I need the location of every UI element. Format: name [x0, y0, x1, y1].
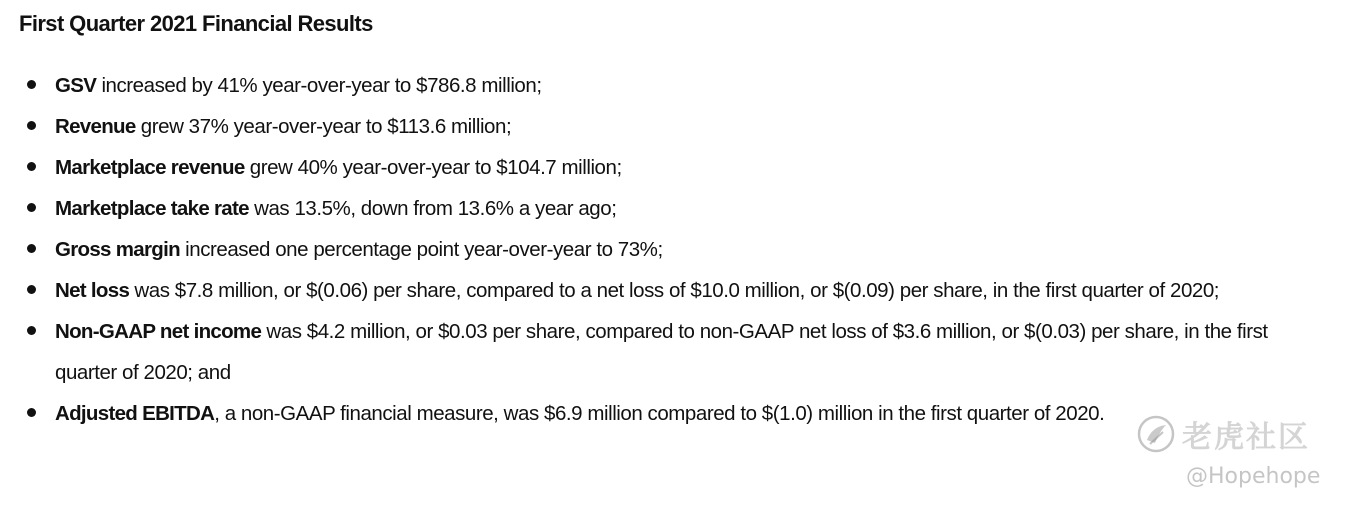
list-item-non-gaap-net-income [0, 311, 1320, 393]
item-text: was $4.2 million, or $0.03 per share, compared to non-GAAP net loss of $3.6 million, or $(0.03) per share, in the first quarter of 2020; and [55, 320, 1268, 384]
results-list [0, 65, 1320, 434]
bullet-icon [27, 121, 36, 130]
item-term: Gross margin [55, 238, 180, 261]
page-title: First Quarter 2021 Financial Results [19, 11, 373, 36]
bullet-icon [27, 162, 36, 171]
bullet-icon [27, 80, 36, 89]
list-item-gross-margin [0, 229, 1320, 270]
list-item-adjusted-ebitda [0, 393, 1320, 434]
item-term: Revenue [55, 115, 136, 138]
bullet-icon [27, 244, 36, 253]
item-text: increased one percentage point year-over-year to 73%; [179, 238, 663, 261]
item-text: was $7.8 million, or $(0.06) per share, compared to a net loss of $10.0 million, or $(0.09) per share, in the first quarter of 2020; [129, 279, 1220, 302]
watermark-site-name: 老虎社区 [1182, 420, 1310, 455]
list-item-take-rate [0, 188, 1320, 229]
list-item-marketplace-revenue [0, 147, 1320, 188]
item-term: Non-GAAP net income [55, 320, 262, 343]
item-text: , a non-GAAP financial measure, was $6.9 million compared to $(1.0) million in the first quarter of 2020. [214, 402, 1105, 425]
item-term: GSV [55, 74, 97, 97]
item-term: Marketplace take rate [55, 197, 249, 220]
bullet-icon [27, 326, 36, 335]
item-text: was 13.5%, down from 13.6% a year ago; [248, 197, 617, 220]
bullet-icon [27, 203, 36, 212]
list-item-net-loss [0, 270, 1320, 311]
item-term: Net loss [55, 279, 130, 302]
list-item-gsv [0, 65, 1320, 106]
item-term: Adjusted EBITDA [55, 402, 215, 425]
watermark-handle: @Hopehope [1186, 464, 1321, 489]
list-item-revenue [0, 106, 1320, 147]
item-term: Marketplace revenue [55, 156, 245, 179]
item-text: grew 37% year-over-year to $113.6 million; [135, 115, 512, 138]
item-text: grew 40% year-over-year to $104.7 million; [244, 156, 622, 179]
bullet-icon [27, 285, 36, 294]
bullet-icon [27, 408, 36, 417]
item-text: increased by 41% year-over-year to $786.8 million; [96, 74, 542, 97]
